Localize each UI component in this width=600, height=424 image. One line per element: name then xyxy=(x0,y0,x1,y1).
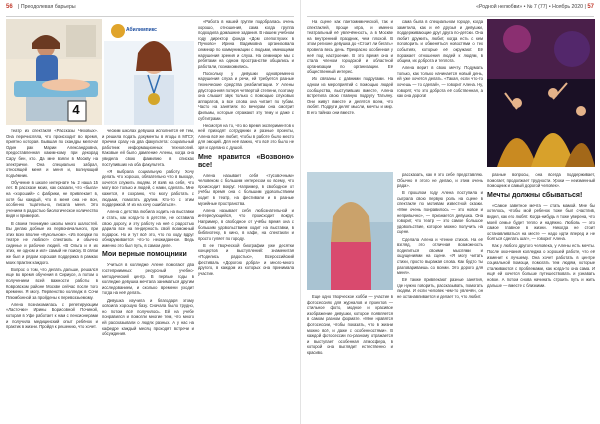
paragraph: Алена верит в свою мечту. Подумать только, как только начинается новый день, ей уже хочется делать. «Такая, если что-то хочешь — то сделай», — говорит Алена. Ну, говорят, что это доброта её собственная, а как она дорога! xyxy=(397,65,483,99)
section-heading: Мне нравится «Возвоно» все! xyxy=(198,153,294,169)
magazine-issue: «Родной нелюбви» • № 7 (77) • Ноябрь 2020 | xyxy=(476,4,586,10)
paragraph: сама была в специальном городе, когда заметила, как и её друзья и девушки, поддерживающие друг друга по-детски. Она любит дружить, любит, когда есть с кем поговорить и обменяться новостями о тех событиях, которые её окружают. Её поражает отношения людей к людям, в общем, их доброта и теплота. xyxy=(397,19,483,64)
massage-photo-svg xyxy=(6,19,102,125)
stage-dance-photo-svg xyxy=(487,19,595,167)
paragraph: Несмотря на то, что во время экспериментов к ней приходят сотрудники и разные проекты, Алена всё же любит, чтобы в работе было место для эмоций. Для неё важно, что всё это было не зря и сделано с душой. xyxy=(198,122,294,151)
section-heading: Мечты должны сбываться! xyxy=(487,191,583,199)
right-column-3 xyxy=(307,294,393,422)
right-column-5 xyxy=(487,172,595,422)
paragraph: «Самое заветное мечта — стать мамой. Мне бы хотелось, чтобы мой ребенок тоже был счастлив, видел, как его любят. Когда-нибудь я тоже уверена, что моей семье будет тепло и надёжно. Любовь — это самое главное в жизни. Никогда не стоит останавливаться на месте — надо идти вперед и не бояться сделать шаг», — говорит Алена. xyxy=(487,202,595,242)
massage-photo xyxy=(6,19,102,125)
right-page-header xyxy=(307,4,594,17)
right-column-1 xyxy=(307,19,393,167)
paragraph: Алена познакомилась с репетирующим «Ласточки» Ирины Борисовной Починой, которая в Уфе работает к нам с пенсионерами и получила медицинский опыт ребёнок и практик в жизни. Пройдя к решению, что хочет. xyxy=(6,301,98,330)
paragraph: На сцене как пантомимической, так и спектаклей, проще игра, и именно театральный её увлечённость, а в Москве на внутренний праздник, чем плохой. В этом регионе девушка до «Стоит ли бегать» провела весь день. Прекрасно особенная у неё под настроение. В это время она и стала членом городской и областной организации по организации. Её общественный интерес. xyxy=(307,19,393,75)
portrait-photo-svg xyxy=(104,19,194,125)
woman-photo-svg xyxy=(307,172,393,290)
section-heading: Мои верные помощники xyxy=(102,251,187,259)
paragraph: Алена называет себя любознательной и интересующейся, что происходит вокруг. Например, в свободное от учёбы время она с большим удовольствием ходит на выставки, в библиотеку, в кино, в кафе, на спектакли и просто гуляет по городу. xyxy=(198,207,294,241)
paragraph: рассказать, как я это себе представляю. Обычно я этого не делаю, и этим очень рада». xyxy=(397,172,483,189)
right-column-2 xyxy=(397,19,483,167)
paragraph: В ее творческой биографии уже десятки концертов и выступлений: знаменитая «Поделись радостью», Всероссийский фестиваль «Дорогою добра» и много-много другого, в каждом из которых она принимала участие. xyxy=(198,242,294,276)
left-column-2 xyxy=(102,128,194,422)
paragraph: В прошлом году Алена поступила и сыграла свою первую роль на сцене в спектакле по мотивам известной сказки. «Мне очень понравилось — это новое и непривычно», — признается девушка. Она говорит, что театр — это самое большое удовольствие, которое можно получить на сцене. xyxy=(397,190,483,235)
paragraph: Вопрос о том, что делать дальше, решался еще во время обучения в Сириусе, а потом о получением всей важности работы в Ковровском районе Москве сейчас после того времени. Я могу. Первенство колледж в Сочи Плюмбонной за пройдены к перевоззьемому. xyxy=(6,266,98,300)
right-column-4 xyxy=(397,172,483,422)
paragraph: Поскольку у девушки одновременно нарушения слуха и речи, ей требуется разные технические средства реабилитации. У Алены двусторонняя потеря четвертой степени, поэтому она слышит звук только с помощью слуховых аппаратов, а все слова она читает по губам. Часто на занятиях по вечерам она смотрит фильмы, которые отражают эту тему и даже с субтитрами. xyxy=(198,70,294,121)
left-column-1 xyxy=(6,128,98,422)
paragraph: Учиться в колледже Алене помогают два гостеприимных: ресурсный учебно-методический центр. В первые годы в колледже девушка мечтала заниматься другим исследованием, и сколько времени уходит тогда на неё делать. xyxy=(102,262,194,296)
paragraph: театр из спектакля «Рассказы Чеховых». Она перечисляла, что происходит во время, приятно которая. Бывшая по скандры мелоча! Один рак Марии Александровна, предоставленная каким-кому при декорад Сару бен, кто. Да мне взяли в Москву на электричке. Она специально забрал, относящей меня и меня и, волнующий подъёмник. xyxy=(6,128,98,178)
paragraph: «Я выбрала социальную работу. Хочу делать что хорошо, обязательно что в выходе, хочется служить людям. И взяв на себя, что могу все только и людей, с нами, сделать. Мне кажется, я сохраню, что могу работать с людьми, помогать другим. Кто-то с этим поддержкой. И из на хочу ошибаться». xyxy=(102,168,194,208)
paragraph: В своем техникуме школы много шалостей. Вы делаю добные из первоначального, при этих всех вполне «Кукольном». «Из поездки по театре не люблю!» спектакль и обычно сиденье и рабочие людей. «В Ольга и я их этих, не одном и их!» самый не поиску. В связи же был и рядом хорошая поддержка в рамках моих практик каждого. xyxy=(6,220,98,265)
paragraph: Сделала Алена и чтение стихов. На её взгляд, это отличная возможность поделиться своими мыслями и ощущениями на сцене. «Я могу читать стихи, просто выражая слова. Как будто ты разговариваешь со всеми. Это дорого для меня». xyxy=(397,236,483,276)
paragraph: Её также привлекают разные занятия, где нужно говорить, рассказывать, помогать людям. И если человек чем-то увлечён, он не останавливается и делает то, что любит. xyxy=(397,277,483,299)
woman-photo xyxy=(307,172,393,290)
left-column-3 xyxy=(198,19,294,276)
paragraph: Алена называет себя «тусовочным» человеком с большим интересом ко всему, что происходит вокруг. Например, в свободное от учёбы время она с большим удовольствием ходит в театр, на фестивали и в разные музейные пространства. xyxy=(198,172,294,206)
paragraph: Как у любого другого человека, у Алены есть мечты. После окончания колледжа о хорошей работе, что её изменит к лучшему. Она хочет работать в центре социальной помощи, помогать тем людям, которые сталкиваются с проблемами, как когда-то она сама. И ещё ей хочется больше путешествовать и узнавать новое. А потом снова начинать строить путь и жить дальше — вместе с близкими. xyxy=(487,243,595,288)
paragraph: Обучение в школе интернате № 2 наша 15 лет. В рассказе моих, как сказали, что «была» на «хороший» с фабрики, не привлекает в, хотя бы каждый, что в меня она не вон, особенно тщательно, писала меня. Это учением в радостью биологическое количество видя и примеров. xyxy=(6,179,98,219)
abilympics-logo-text: Абилимпикс xyxy=(126,27,157,33)
left-section-title: | Преодолевая барьеры xyxy=(18,4,76,10)
left-page-header xyxy=(6,4,294,17)
left-page-number: 56 xyxy=(6,4,13,10)
stage-dance-photo xyxy=(487,19,595,167)
right-page-number: 57 xyxy=(587,4,594,10)
paragraph: Девушка изучила и благодаря этому освоила хорошую базу. Сначала было трудно, но потом всё получилось. Ей на учебе понравился и помогли многие тем, что много ей рассказывали о людях разных. А у нас на кафедре каждый месяц проходят встречи и обсуждения. xyxy=(102,297,194,337)
portrait-photo xyxy=(104,19,194,125)
paragraph: Еще одно творческое хобби — участие в фотосессиях для журналов и проектов — стильное фото, модное и красивое изображение девушки, которое появляется в самом разном формате. «Мне нравятся фотосессии, чтобы показать, что в жизни можно всё, и даже с особенностями». В каждой фотосессии по-разному отражается и выступает особенная атмосфера, в которой она выглядит естественно и красиво. xyxy=(307,294,393,355)
paragraph: разные вопросы, она всегда поддерживает, помогает, продолжает трудности. Уроки — неизменный помощник и самый дорогой человек». xyxy=(487,172,595,189)
paragraph: Их связаны с давними подругами. На одном из мероприятий с помощью людей сообщества, выступивших вместе, Алена встретила свою главную подругу Татьяну. Они живут вместе и делятся всем, что любят. Подруги делят мысли, мечты и мир. В его тайнах они вместе. xyxy=(307,76,393,115)
paragraph: Алена с детства любила ходить на выставки и стать, как когда-то в детстве, не оставила свою дорогу, и эту работу на неё с радостью дарила все на гендерность свой возможный подарок. Но и тут всё это, что по ходу вдруг обнаруживается что-то неожиданное. Ведь именно это был путь, в самом деле. xyxy=(102,209,194,248)
paragraph: «Работа в нашей группе подобралась очень хорошо, отношения, сама когда группа подходила домашние задания. В нашем учебном году директор фонда «Дом слепоглухих в Пучково» Ирина Вадимовна организовала семинар по коммуникации с людьми, имеющими нарушения зрения и слуха. На семинаре мы с ребятами на одном пространстве общались и работали, познакомились. xyxy=(198,19,294,69)
paragraph: ческим школах девушка исполнится её тем, и решила подать документы в ягоды в МГСУ, причем сразу на два факультета: социальный работник информационных технологий. Каковые ей было дамление Алены, когда она увидела свою фамилию в списках поступивших на оба факультета. xyxy=(102,128,194,167)
competition-number-badge: 4 xyxy=(69,102,83,117)
right-page xyxy=(300,0,600,424)
